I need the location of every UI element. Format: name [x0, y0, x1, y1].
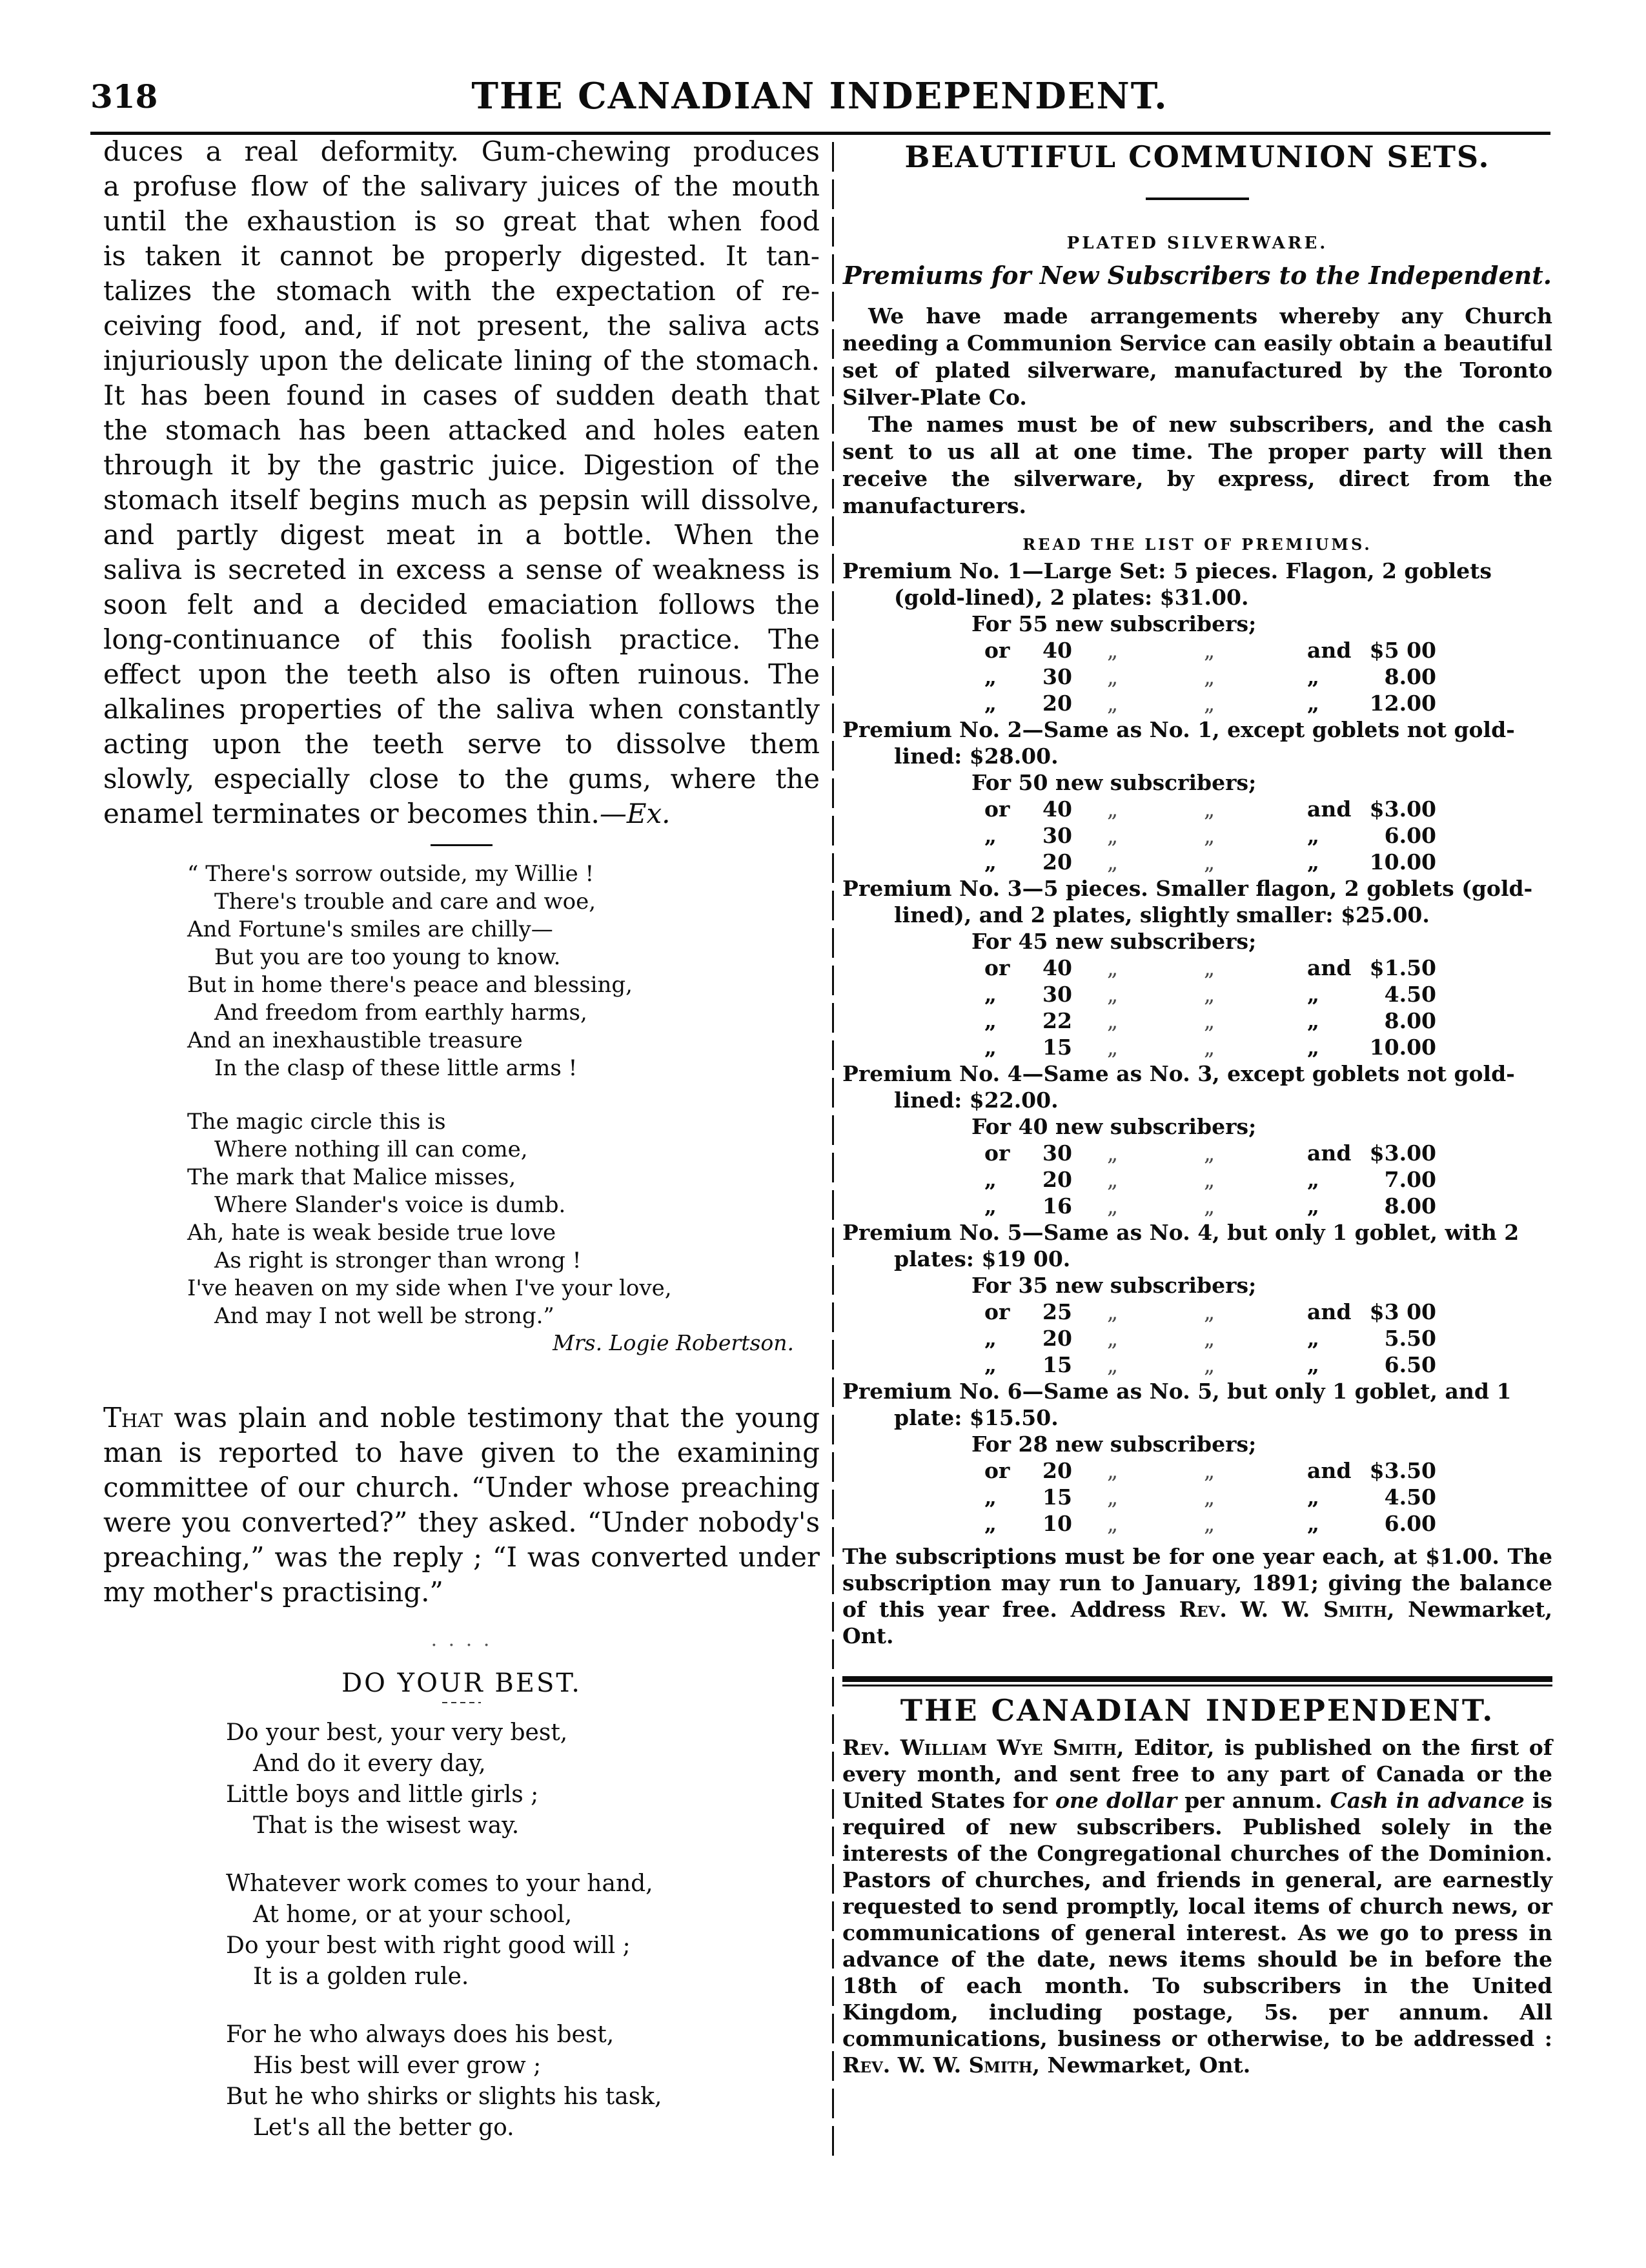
- premium-subscribers: For 28 new subscribers;: [971, 1432, 1257, 1457]
- article-line: and partly digest meat in a bottle. When the: [103, 519, 820, 551]
- premium-cell-q2: „: [1204, 955, 1215, 980]
- premium-cell-b: „: [1307, 849, 1319, 875]
- premium-cell-q2: „: [1204, 664, 1215, 689]
- premium-cell-q1: „: [1107, 849, 1119, 875]
- plated-silverware-heading: PLATED SILVERWARE.: [1066, 234, 1328, 253]
- notice-cash: Cash in advance: [1330, 1788, 1525, 1813]
- article-line: duces a real deformity. Gum-chewing produces: [103, 136, 820, 167]
- premium-cell-b: „: [1307, 1035, 1319, 1060]
- premium-cell-a: „: [984, 1511, 997, 1536]
- premium-cell-q2: „: [1204, 823, 1215, 848]
- poem-attribution: Mrs. Logie Robertson.: [553, 1330, 794, 1355]
- notice-text-4: Newmarket, Ont.: [1039, 2052, 1251, 2078]
- premium-heading: Premium No. 6—Same as No. 5, but only 1 goblet, and 1 plate: $15.50.: [842, 1379, 1512, 1430]
- article-line: is taken it cannot be properly digested. It tan-: [103, 240, 820, 272]
- notice-text-1: Editor, is published on the first of every month, and sent free to any part of Canada or the United States for: [842, 1735, 1552, 1813]
- left-column: [103, 134, 820, 2143]
- premium-options-table: [984, 1299, 1436, 1378]
- premium-cell-q1: „: [1107, 691, 1119, 716]
- premium-cell-amt: 8.00: [1384, 1008, 1436, 1033]
- premium-cell-a: „: [984, 1167, 997, 1192]
- premium-cell-amt: 8.00: [1384, 664, 1436, 689]
- premium-options-table: [984, 1140, 1436, 1219]
- premium-option-row: [984, 849, 1436, 875]
- premium-cell-a: or: [984, 1140, 1010, 1166]
- premium-option-row: [984, 955, 1436, 981]
- premium-cell-q2: „: [1204, 1511, 1215, 1536]
- poem-line: The magic circle this is: [187, 1109, 446, 1135]
- poem-line: That is the wisest way.: [253, 1812, 520, 1839]
- poem-line: Where nothing ill can come,: [214, 1137, 528, 1162]
- intro-paragraph: We have made arrangements whereby any Church needing a Communion Service can easily obtain a beautiful set of plated silverware, manufactured by the Toronto Silver-Plate Co.: [842, 303, 1552, 410]
- premium-cell-amt: $3 00: [1369, 1299, 1436, 1324]
- premium-cell-amt: 8.00: [1384, 1193, 1436, 1219]
- premium-cell-n: 20: [1042, 691, 1072, 716]
- premium-cell-q2: „: [1204, 1193, 1215, 1219]
- premium-option-row: [984, 1457, 1436, 1484]
- premium-option-row: [984, 1166, 1436, 1193]
- premium-cell-q2: „: [1204, 982, 1215, 1007]
- title-rule: [1146, 197, 1249, 200]
- premium-cell-q2: „: [1204, 1140, 1215, 1166]
- premium-cell-amt: 6.00: [1384, 1511, 1436, 1536]
- premium-options-table: [984, 955, 1436, 1060]
- premium-cell-n: 15: [1042, 1484, 1072, 1510]
- premium-cell-b: „: [1307, 1008, 1319, 1033]
- poem-line: At home, or at your school,: [253, 1901, 573, 1928]
- premium-cell-q1: „: [1107, 1008, 1119, 1033]
- premium-option-row: [984, 637, 1436, 663]
- stanza-break: [187, 1082, 820, 1108]
- thick-rule: [842, 1676, 1552, 1682]
- notice-price: one dollar: [1055, 1788, 1177, 1813]
- notice-text-3: is required of new subscribers. Published solely in the interests of the Congregational churches of the Dominion. Pastors of churches, and friends in general, are earnestly requested to send promptly, local items of church news, or communications of general interest. As we go to press in advance of the date, news items should be in before the 18th of each month. To subscribers in the United Kingdom, including postage, 5s. per annum. All communications, business or otherwise, to be addressed :: [842, 1788, 1552, 2051]
- premium-cell-b: „: [1307, 823, 1319, 848]
- poem-line: Where Slander's voice is dumb.: [214, 1192, 566, 1218]
- story-text: was plain and noble testimony that the young man is reported to have given to the examining committee of our church. “Under whose preaching were you converted?” they asked. “Under nobody's preaching,” was the reply ; “I was converted under my mother's practising.”: [103, 1402, 820, 1608]
- premium-cell-amt: 4.50: [1384, 1484, 1436, 1510]
- premium-cell-q2: „: [1204, 1484, 1215, 1510]
- premium-cell-n: 20: [1042, 1326, 1072, 1351]
- premium-heading: Premium No. 3—5 pieces. Smaller flagon, 2 goblets (gold-lined), and 2 plates, slightly smaller: $25.00.: [842, 876, 1533, 927]
- poem-line: His best will ever grow ;: [253, 2052, 542, 2079]
- article-source: —Ex.: [599, 798, 671, 829]
- premium-cell-b: „: [1307, 1511, 1319, 1536]
- premium-cell-b: and: [1307, 1458, 1352, 1483]
- premiums-intro: [842, 303, 1552, 520]
- premium-option-row: [984, 1352, 1436, 1378]
- premium-subscribers: For 40 new subscribers;: [971, 1114, 1257, 1139]
- premium-cell-q1: „: [1107, 823, 1119, 848]
- poem-line: In the clasp of these little arms !: [214, 1055, 578, 1081]
- premium-subscribers: For 35 new subscribers;: [971, 1273, 1257, 1298]
- premium-options-table: [984, 1457, 1436, 1537]
- premium-cell-q1: „: [1107, 1352, 1119, 1377]
- journal-title: THE CANADIAN INDEPENDENT.: [471, 75, 1168, 117]
- premium-option-row: [984, 1325, 1436, 1352]
- note-address: Newmarket, Ont.: [842, 1597, 1552, 1648]
- premium-option-row: [984, 1193, 1436, 1219]
- poem-line: For he who always does his best,: [226, 2021, 615, 2048]
- premium-cell-q2: „: [1204, 1008, 1215, 1033]
- page-header: [90, 68, 1549, 124]
- names-paragraph: The names must be of new subscribers, and the cash sent to us all at one time. The proper party will then receive the silverware, by express, direct from the manufacturers.: [842, 412, 1552, 518]
- premium-cell-a: „: [984, 1484, 997, 1510]
- poem-line: It is a golden rule.: [253, 1963, 469, 1990]
- premium-cell-q1: „: [1107, 1326, 1119, 1351]
- premium-cell-n: 25: [1042, 1299, 1072, 1324]
- premium-cell-a: „: [984, 1352, 997, 1377]
- poem-line: Let's all the better go.: [253, 2114, 514, 2141]
- premium-cell-b: „: [1307, 982, 1319, 1007]
- canadian-independent-title: THE CANADIAN INDEPENDENT.: [900, 1693, 1495, 1728]
- premium-cell-a: or: [984, 955, 1010, 980]
- article-line: injuriously upon the delicate lining of the stomach.: [103, 345, 820, 376]
- title-rule: [442, 1702, 481, 1703]
- premium-cell-q1: „: [1107, 955, 1119, 980]
- premium-cell-b: „: [1307, 664, 1319, 689]
- premium-cell-amt: 10.00: [1369, 1035, 1436, 1060]
- premium-list: [842, 558, 1552, 1537]
- premium-cell-q1: „: [1107, 1458, 1119, 1483]
- premium-cell-q1: „: [1107, 1193, 1119, 1219]
- premium-subscribers: For 45 new subscribers;: [971, 929, 1257, 954]
- premium-cell-amt: 10.00: [1369, 849, 1436, 875]
- premium-cell-a: „: [984, 982, 997, 1007]
- premium-cell-q2: „: [1204, 1035, 1215, 1060]
- premium-option-row: [984, 663, 1436, 690]
- article-line: It has been found in cases of sudden death that: [103, 380, 820, 411]
- poem-line: “ There's sorrow outside, my Willie !: [187, 861, 594, 887]
- article-line: stomach itself begins much as pepsin will dissolve,: [103, 484, 820, 516]
- premium-cell-q2: „: [1204, 1299, 1215, 1324]
- premium-cell-n: 10: [1042, 1511, 1072, 1536]
- premium-heading: Premium No. 1—Large Set: 5 pieces. Flagon, 2 goblets (gold-lined), 2 plates: $31.00.: [842, 558, 1492, 610]
- premium-cell-b: „: [1307, 1484, 1319, 1510]
- premium-cell-q2: „: [1204, 1167, 1215, 1192]
- premium-cell-a: „: [984, 849, 997, 875]
- premium-cell-q1: „: [1107, 1035, 1119, 1060]
- premium-subscribers: For 55 new subscribers;: [971, 611, 1257, 636]
- willie-poem: [187, 860, 820, 1330]
- premium-cell-b: „: [1307, 1167, 1319, 1192]
- note-name: Rev. W. W. Smith,: [1179, 1597, 1395, 1622]
- premium-option-row: [984, 822, 1436, 849]
- story-lead: That: [103, 1402, 163, 1433]
- premium-option-row: [984, 1007, 1436, 1034]
- premium-cell-a: or: [984, 1458, 1010, 1483]
- premium-cell-b: „: [1307, 1352, 1319, 1377]
- premium-cell-n: 16: [1042, 1193, 1072, 1219]
- premium-cell-n: 40: [1042, 796, 1072, 822]
- premium-cell-n: 30: [1042, 664, 1072, 689]
- premium-cell-amt: 4.50: [1384, 982, 1436, 1007]
- article-line: slowly, especially close to the gums, where the: [103, 763, 820, 795]
- premiums-heading: Premiums for New Subscribers to the Independent.: [842, 261, 1552, 290]
- premium-option-row: [984, 1034, 1436, 1060]
- premium-options-table: [984, 637, 1436, 716]
- thin-rule: [842, 1685, 1552, 1686]
- premium-cell-b: and: [1307, 1140, 1352, 1166]
- list-heading: READ THE LIST OF PREMIUMS.: [1022, 535, 1372, 554]
- subscription-note: [842, 1543, 1552, 1649]
- gum-chewing-article-end: [103, 796, 820, 831]
- article-line: effect upon the teeth also is often ruinous. The: [103, 658, 820, 690]
- poem-line: And do it every day,: [253, 1750, 486, 1777]
- premium-cell-q1: „: [1107, 1140, 1119, 1166]
- premium-cell-a: „: [984, 1193, 997, 1219]
- premium-cell-amt: $5 00: [1369, 638, 1436, 663]
- poem-line: And Fortune's smiles are chilly—: [187, 916, 553, 942]
- article-last-text: enamel terminates or becomes thin.: [103, 798, 600, 829]
- poem-line: But you are too young to know.: [214, 944, 561, 970]
- premium-cell-b: „: [1307, 691, 1319, 716]
- poem-line: There's trouble and care and woe,: [214, 889, 596, 915]
- premium-cell-b: and: [1307, 955, 1352, 980]
- poem-line: But in home there's peace and blessing,: [187, 972, 633, 998]
- poem-line: Little boys and little girls ;: [226, 1781, 539, 1808]
- notice-text-2: per annum.: [1176, 1788, 1330, 1813]
- premium-subscribers: For 50 new subscribers;: [971, 770, 1257, 795]
- premium-cell-a: or: [984, 796, 1010, 822]
- poem-line: Do your best, your very best,: [226, 1719, 568, 1746]
- premium-cell-a: or: [984, 1299, 1010, 1324]
- premium-option-row: [984, 981, 1436, 1007]
- premium-cell-q1: „: [1107, 1299, 1119, 1324]
- article-line: saliva is secreted in excess a sense of weakness is: [103, 554, 820, 585]
- note-text: The subscriptions must be for one year each, at $1.00. The subscription may run to January, 1891; giving the balance of this year free. Address: [842, 1544, 1552, 1622]
- premium-heading: Premium No. 5—Same as No. 4, but only 1 goblet, with 2 plates: $19 00.: [842, 1220, 1519, 1271]
- article-line: until the exhaustion is so great that when food: [103, 205, 820, 237]
- premium-cell-amt: 6.00: [1384, 823, 1436, 848]
- premium-cell-q2: „: [1204, 638, 1215, 663]
- premium-cell-q2: „: [1204, 1458, 1215, 1483]
- premium-cell-q2: „: [1204, 1326, 1215, 1351]
- article-line: talizes the stomach with the expectation of re-: [103, 275, 820, 307]
- article-line: acting upon the teeth serve to dissolve them: [103, 728, 820, 760]
- premium-cell-n: 15: [1042, 1035, 1072, 1060]
- premium-cell-b: „: [1307, 1326, 1319, 1351]
- premium-option-row: [984, 796, 1436, 822]
- premium-cell-q2: „: [1204, 691, 1215, 716]
- premium-cell-q1: „: [1107, 982, 1119, 1007]
- article-line: a profuse flow of the salivary juices of the mouth: [103, 170, 820, 202]
- article-line: long-continuance of this foolish practice. The: [103, 623, 820, 655]
- article-line: soon felt and a decided emaciation follows the: [103, 589, 820, 620]
- poem-line: And may I not well be strong.”: [214, 1303, 554, 1329]
- do-your-best-title: DO YOUR BEST.: [341, 1668, 582, 1698]
- premium-cell-amt: 7.00: [1384, 1167, 1436, 1192]
- poem-line: And an inexhaustible treasure: [187, 1028, 523, 1053]
- article-line: ceiving food, and, if not present, the saliva acts: [103, 310, 820, 341]
- communion-sets-title: BEAUTIFUL COMMUNION SETS.: [904, 139, 1490, 174]
- editor-name-2: Rev. W. W. Smith,: [842, 2052, 1040, 2078]
- premium-cell-q1: „: [1107, 1484, 1119, 1510]
- premium-cell-amt: 6.50: [1384, 1352, 1436, 1377]
- premium-cell-n: 40: [1042, 955, 1072, 980]
- premium-cell-q2: „: [1204, 1352, 1215, 1377]
- poem-line: As right is stronger than wrong !: [214, 1248, 582, 1273]
- poem-line: Do your best with right good will ;: [226, 1932, 631, 1959]
- premium-cell-a: „: [984, 1008, 997, 1033]
- premium-option-row: [984, 690, 1436, 716]
- premium-option-row: [984, 1484, 1436, 1510]
- premium-cell-q1: „: [1107, 796, 1119, 822]
- right-column: [842, 134, 1552, 2078]
- poem-line: Whatever work comes to your hand,: [226, 1870, 653, 1897]
- premium-cell-b: and: [1307, 638, 1352, 663]
- premium-cell-amt: $3.00: [1369, 1140, 1436, 1166]
- column-divider: [832, 142, 834, 2156]
- premium-cell-q2: „: [1204, 796, 1215, 822]
- premium-cell-q1: „: [1107, 638, 1119, 663]
- premium-cell-a: „: [984, 823, 997, 848]
- poem-line: And freedom from earthly harms,: [214, 1000, 587, 1026]
- premium-cell-amt: 5.50: [1384, 1326, 1436, 1351]
- testimony-paragraph: [103, 1401, 820, 1610]
- article-last-line: [103, 796, 820, 831]
- premium-cell-a: „: [984, 691, 997, 716]
- premium-option-row: [984, 1140, 1436, 1166]
- page-number: 318: [90, 77, 158, 116]
- editor-name: Rev. William Wye Smith,: [842, 1735, 1124, 1760]
- premium-cell-q1: „: [1107, 664, 1119, 689]
- premium-cell-amt: $1.50: [1369, 955, 1436, 980]
- premium-cell-b: and: [1307, 796, 1352, 822]
- poem-line: Ah, hate is weak beside true love: [187, 1220, 556, 1246]
- poem-line: The mark that Malice misses,: [187, 1164, 516, 1190]
- premium-cell-n: 15: [1042, 1352, 1072, 1377]
- premium-cell-n: 20: [1042, 849, 1072, 875]
- gum-chewing-article: [103, 134, 820, 796]
- premium-cell-n: 20: [1042, 1167, 1072, 1192]
- premium-cell-a: „: [984, 1035, 997, 1060]
- premium-option-row: [984, 1299, 1436, 1325]
- premium-heading: Premium No. 2—Same as No. 1, except goblets not gold-lined: $28.00.: [842, 717, 1515, 769]
- premium-cell-n: 30: [1042, 1140, 1072, 1166]
- premium-option-row: [984, 1510, 1436, 1537]
- dotted-separator: · · · ·: [431, 1634, 493, 1657]
- stanza-break: [226, 1841, 820, 1868]
- premium-cell-q1: „: [1107, 1511, 1119, 1536]
- premium-cell-a: or: [984, 638, 1010, 663]
- premium-cell-a: „: [984, 664, 997, 689]
- article-line: the stomach has been attacked and holes eaten: [103, 414, 820, 446]
- poem-line: But he who shirks or slights his task,: [226, 2083, 662, 2110]
- premium-cell-amt: $3.50: [1369, 1458, 1436, 1483]
- poem-line: I've heaven on my side when I've your love,: [187, 1275, 672, 1301]
- premium-cell-n: 22: [1042, 1008, 1072, 1033]
- publication-notice: [842, 1734, 1552, 2078]
- premium-cell-q2: „: [1204, 849, 1215, 875]
- premium-cell-n: 20: [1042, 1458, 1072, 1483]
- stanza-break: [226, 1992, 820, 2020]
- article-line: alkalines properties of the saliva when constantly: [103, 693, 820, 725]
- premium-cell-b: „: [1307, 1193, 1319, 1219]
- premium-cell-a: „: [984, 1326, 997, 1351]
- article-line: through it by the gastric juice. Digestion of the: [103, 449, 820, 481]
- premium-cell-amt: $3.00: [1369, 796, 1436, 822]
- premium-cell-n: 30: [1042, 982, 1072, 1007]
- premium-cell-n: 30: [1042, 823, 1072, 848]
- premium-cell-amt: 12.00: [1369, 691, 1436, 716]
- premium-cell-n: 40: [1042, 638, 1072, 663]
- premium-cell-q1: „: [1107, 1167, 1119, 1192]
- section-rule: [431, 844, 493, 846]
- premium-options-table: [984, 796, 1436, 875]
- do-your-best-poem: [226, 1717, 820, 2143]
- premium-cell-b: and: [1307, 1299, 1352, 1324]
- premium-heading: Premium No. 4—Same as No. 3, except goblets not gold-lined: $22.00.: [842, 1061, 1515, 1113]
